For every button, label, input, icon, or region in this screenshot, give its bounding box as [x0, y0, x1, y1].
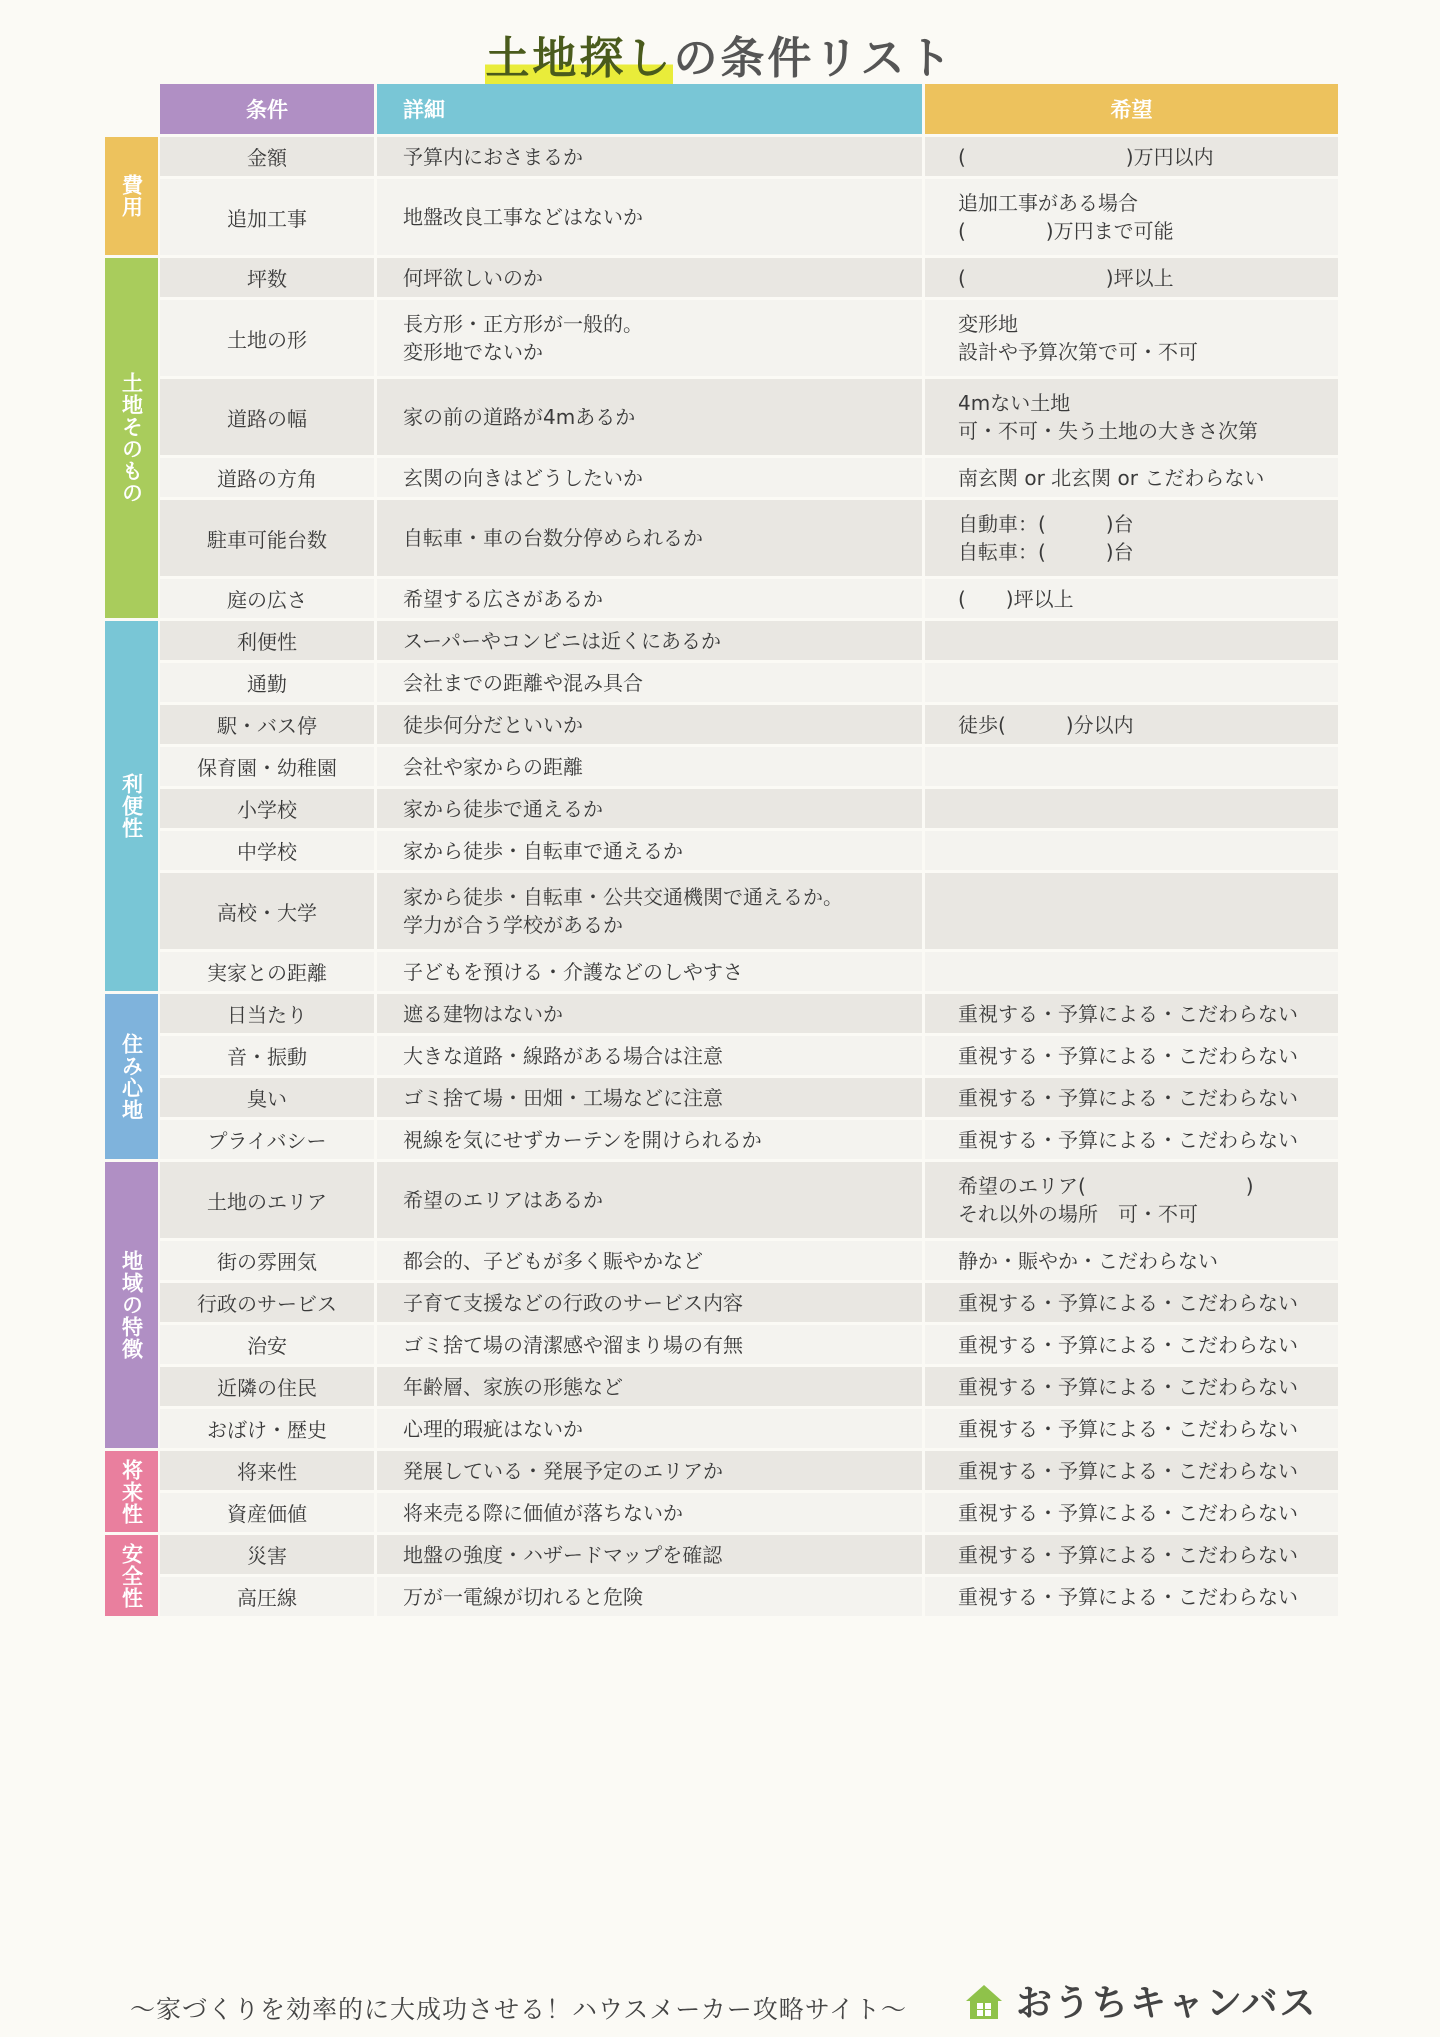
row-wish: ( )万円以内: [958, 144, 1214, 169]
row-wish: [925, 621, 1338, 660]
header-detail: 詳細: [377, 84, 922, 134]
table-row: [160, 1036, 1338, 1075]
row-wish: 徒歩( )分以内: [958, 712, 1134, 737]
row-detail: 家から徒歩・自転車・公共交通機関で通えるか。 学力が合う学校があるか: [403, 885, 843, 937]
row-detail: 会社や家からの距離: [403, 754, 583, 779]
table-row: [160, 458, 1338, 497]
table-row: [160, 1120, 1338, 1159]
row-wish: [925, 663, 1338, 702]
table-row: [160, 500, 1338, 576]
row-wish: [925, 747, 1338, 786]
row-condition: プライバシー: [207, 1129, 327, 1153]
table-row: [160, 1325, 1338, 1364]
category-label: 将来性: [105, 1451, 158, 1532]
table-row: [160, 300, 1338, 376]
row-wish: 南玄関 or 北玄関 or こだわらない: [958, 465, 1265, 490]
footer-tagline: 〜家づくりを効率的に大成功させる！ハウスメーカー攻略サイト〜: [130, 1995, 908, 2024]
row-condition: 通勤: [247, 672, 287, 696]
category-label: 土地そのもの: [105, 258, 158, 618]
row-detail: 発展している・発展予定のエリアか: [403, 1458, 723, 1483]
row-condition: 音・振動: [227, 1045, 307, 1069]
title-highlight: 土地探し: [485, 33, 674, 84]
row-condition: 実家との距離: [207, 961, 327, 985]
row-wish: 重視する・予算による・こだわらない: [958, 1584, 1298, 1609]
row-wish: ( )坪以上: [958, 265, 1174, 290]
table-row: [160, 579, 1338, 618]
row-wish: [925, 952, 1338, 991]
row-condition: 利便性: [237, 630, 297, 654]
category-label: 費用: [105, 137, 158, 255]
table-row: [160, 1283, 1338, 1322]
row-condition: 保育園・幼稚園: [197, 756, 337, 780]
row-detail: 家から徒歩・自転車で通えるか: [403, 838, 683, 863]
category-label: 利便性: [105, 621, 158, 991]
row-detail: スーパーやコンビニは近くにあるか: [403, 628, 721, 653]
table-row: [160, 179, 1338, 255]
table-row: [160, 1367, 1338, 1406]
row-condition: 臭い: [247, 1087, 287, 1111]
row-wish: 重視する・予算による・こだわらない: [958, 1458, 1298, 1483]
row-condition: 将来性: [237, 1460, 297, 1484]
category-label: 地域の特徴: [105, 1162, 158, 1448]
row-detail: 子育て支援などの行政のサービス内容: [403, 1290, 743, 1315]
row-wish: 重視する・予算による・こだわらない: [958, 1001, 1298, 1026]
logo-name: おうちキャンバス: [1016, 1983, 1318, 2024]
row-condition: 庭の広さ: [227, 588, 307, 612]
row-condition: 駐車可能台数: [207, 527, 327, 552]
table-row: [160, 994, 1338, 1033]
table-row: [160, 705, 1338, 744]
row-wish: 変形地 設計や予算次第で可・不可: [958, 312, 1198, 364]
row-detail: 心理的瑕疵はないか: [403, 1416, 583, 1441]
row-detail: 長方形・正方形が一般的。 変形地でないか: [403, 312, 643, 364]
row-condition: 追加工事: [227, 206, 307, 231]
row-condition: おばけ・歴史: [207, 1418, 327, 1442]
row-detail: ゴミ捨て場の清潔感や溜まり場の有無: [403, 1332, 743, 1357]
row-condition: 資産価値: [227, 1502, 307, 1526]
row-detail: 年齢層、家族の形態など: [403, 1374, 623, 1399]
row-condition: 近隣の住民: [217, 1376, 317, 1400]
row-condition: 道路の方角: [217, 467, 317, 491]
table-row: [160, 831, 1338, 870]
row-wish: 重視する・予算による・こだわらない: [958, 1374, 1298, 1399]
table-row: [160, 873, 1338, 949]
row-condition: 治安: [247, 1334, 287, 1358]
row-detail: 会社までの距離や混み具合: [403, 670, 643, 695]
row-detail: ゴミ捨て場・田畑・工場などに注意: [403, 1085, 723, 1110]
row-detail: 希望する広さがあるか: [403, 586, 603, 611]
category-label: 安全性: [105, 1535, 158, 1616]
row-detail: 地盤改良工事などはないか: [403, 205, 643, 229]
title-rest: の条件リスト: [673, 33, 955, 84]
site-logo: [962, 1975, 1317, 2026]
header-condition: 条件: [160, 84, 374, 134]
row-condition: 高校・大学: [217, 900, 317, 925]
row-wish: 重視する・予算による・こだわらない: [958, 1332, 1298, 1357]
table-row: [160, 1577, 1338, 1616]
table-row: [160, 258, 1338, 297]
row-detail: 視線を気にせずカーテンを開けられるか: [403, 1127, 762, 1152]
row-condition: 駅・バス停: [217, 714, 317, 738]
row-wish: 重視する・予算による・こだわらない: [958, 1500, 1298, 1525]
row-detail: 家から徒歩で通えるか: [403, 796, 603, 821]
row-condition: 小学校: [237, 798, 297, 822]
table-row: [160, 1241, 1338, 1280]
row-wish: 重視する・予算による・こだわらない: [958, 1416, 1298, 1441]
row-condition: 道路の幅: [227, 406, 307, 431]
table-row: [160, 1451, 1338, 1490]
row-wish: [925, 789, 1338, 828]
row-wish: 重視する・予算による・こだわらない: [958, 1290, 1298, 1315]
row-detail: 自転車・車の台数分停められるか: [403, 526, 703, 550]
row-detail: 将来売る際に価値が落ちないか: [403, 1500, 683, 1525]
row-condition: 行政のサービス: [197, 1292, 337, 1316]
row-detail: 何坪欲しいのか: [403, 265, 543, 290]
row-condition: 日当たり: [227, 1003, 307, 1027]
row-wish: 重視する・予算による・こだわらない: [958, 1043, 1298, 1068]
row-detail: 玄関の向きはどうしたいか: [403, 465, 643, 490]
table-row: [160, 621, 1338, 660]
row-wish: 重視する・予算による・こだわらない: [958, 1085, 1298, 1110]
row-condition: 金額: [247, 146, 287, 170]
row-detail: 家の前の道路が4mあるか: [403, 405, 636, 429]
row-condition: 土地のエリア: [207, 1189, 327, 1214]
row-wish: 追加工事がある場合 ( )万円まで可能: [958, 191, 1174, 243]
row-wish: ( )坪以上: [958, 586, 1074, 611]
row-wish: 重視する・予算による・こだわらない: [958, 1542, 1298, 1567]
row-wish: 4mない土地 可・不可・失う土地の大きさ次第: [958, 391, 1258, 443]
table-row: [160, 952, 1338, 991]
table-row: [160, 663, 1338, 702]
table-row: [160, 1162, 1338, 1238]
row-wish: 重視する・予算による・こだわらない: [958, 1127, 1298, 1152]
table-row: [160, 137, 1338, 176]
header-wish: 希望: [925, 84, 1338, 134]
row-wish: 自動車：( )台 自転車：( )台: [958, 512, 1134, 564]
table-row: [160, 379, 1338, 455]
row-detail: 徒歩何分だといいか: [403, 712, 583, 737]
row-wish: [925, 873, 1338, 949]
row-detail: 万が一電線が切れると危険: [403, 1584, 643, 1609]
table-row: [160, 1535, 1338, 1574]
row-detail: 都会的、子どもが多く賑やかなど: [403, 1248, 703, 1273]
row-condition: 土地の形: [227, 327, 307, 352]
row-detail: 大きな道路・線路がある場合は注意: [403, 1043, 723, 1068]
row-condition: 災害: [247, 1544, 287, 1568]
row-condition: 街の雰囲気: [217, 1250, 317, 1274]
row-condition: 坪数: [247, 267, 287, 291]
table-row: [160, 1078, 1338, 1117]
row-condition: 高圧線: [237, 1586, 297, 1610]
table-row: [160, 1493, 1338, 1532]
row-wish: 希望のエリア( ) それ以外の場所 可・不可: [958, 1174, 1254, 1226]
row-wish: [925, 831, 1338, 870]
row-detail: 希望のエリアはあるか: [403, 1188, 603, 1212]
row-wish: 静か・賑やか・こだわらない: [958, 1248, 1218, 1273]
row-detail: 地盤の強度・ハザードマップを確認: [403, 1542, 723, 1567]
row-detail: 遮る建物はないか: [403, 1001, 563, 1026]
table-row: [160, 747, 1338, 786]
table-row: [160, 789, 1338, 828]
page-title: [0, 22, 1440, 86]
category-label: 住み心地: [105, 994, 158, 1159]
table-row: [160, 1409, 1338, 1448]
row-condition: 中学校: [237, 840, 297, 864]
row-detail: 予算内におさまるか: [403, 144, 583, 169]
row-detail: 子どもを預ける・介護などのしやすさ: [403, 959, 743, 984]
house-icon: [962, 1979, 1006, 2023]
